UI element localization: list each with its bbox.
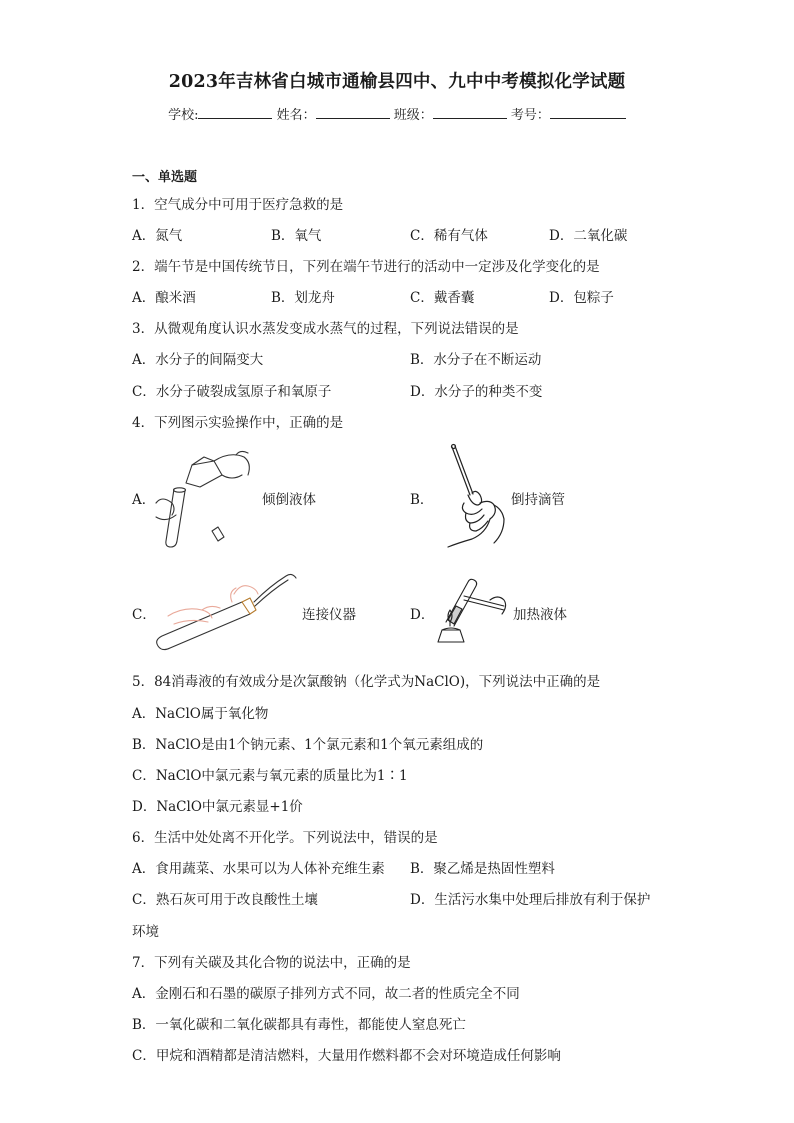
q5-option-c: C．NaClO中氯元素与氧元素的质量比为1∶1	[132, 768, 408, 784]
q4-stem: 4．下列图示实验操作中，正确的是	[132, 415, 344, 431]
q3-option-a: A．水分子的间隔变大	[132, 352, 264, 368]
q2-option-d: D．包粽子	[549, 290, 614, 306]
section-heading: 一、单选题	[132, 170, 198, 185]
class-blank[interactable]	[433, 106, 507, 119]
q5-option-a: A．NaClO属于氧化物	[132, 706, 269, 722]
school-blank[interactable]	[198, 106, 272, 119]
pour-liquid-figure	[152, 445, 257, 548]
q4-option-a-label: A．	[132, 492, 156, 508]
q2-option-a: A．酿米酒	[132, 290, 196, 306]
q1-option-b: B．氧气	[271, 228, 322, 244]
q1-option-a: A．氮气	[132, 228, 183, 244]
q4-option-b-label: B．	[410, 492, 434, 508]
q6-option-d: D．生活污水集中处理后排放有利于保护	[410, 892, 651, 908]
heating-liquid-figure	[428, 576, 510, 644]
q7-option-c: C．甲烷和酒精都是清洁燃料，大量用作燃料都不会对环境造成任何影响	[132, 1048, 561, 1064]
q6-option-c: C．熟石灰可用于改良酸性土壤	[132, 892, 318, 908]
q1-option-d: D．二氧化碳	[549, 228, 628, 244]
q2-option-c: C．戴香囊	[410, 290, 475, 306]
q2-option-b: B．划龙舟	[271, 290, 335, 306]
q1-stem: 1．空气成分中可用于医疗急救的是	[132, 197, 344, 213]
q4-option-d-caption: 加热液体	[513, 607, 567, 623]
q3-stem: 3．从微观角度认识水蒸发变成水蒸气的过程，下列说法错误的是	[132, 321, 519, 337]
dropper-figure	[424, 443, 506, 551]
q7-stem: 7．下列有关碳及其化合物的说法中，正确的是	[132, 955, 411, 971]
q4-option-a-caption: 倾倒液体	[262, 492, 316, 508]
exam-no-blank[interactable]	[550, 106, 626, 119]
exam-title: 2023年吉林省白城市通榆县四中、九中中考模拟化学试题	[168, 72, 626, 92]
connect-apparatus-figure	[150, 568, 298, 652]
q6-stem: 6．生活中处处离不开化学。下列说法中，错误的是	[132, 830, 438, 846]
q7-option-a: A．金刚石和石墨的碳原子排列方式不同，故二者的性质完全不同	[132, 986, 520, 1002]
q1-option-c: C．稀有气体	[410, 228, 488, 244]
q4-option-b-caption: 倒持滴管	[511, 492, 565, 508]
q3-option-d: D．水分子的种类不变	[410, 384, 543, 400]
exam-no-label: 考号：	[510, 108, 550, 123]
name-label: 姓名：	[276, 108, 316, 123]
q5-stem: 5．84消毒液的有效成分是次氯酸钠（化学式为NaClO)，下列说法中正确的是	[132, 674, 601, 690]
name-blank[interactable]	[316, 106, 390, 119]
q6-option-a: A．食用蔬菜、水果可以为人体补充维生素	[132, 861, 385, 877]
q6-option-d-continued: 环境	[132, 924, 159, 940]
q4-option-d-label: D．	[410, 607, 435, 623]
q4-option-c-caption: 连接仪器	[302, 607, 356, 623]
class-label: 班级：	[393, 108, 433, 123]
q4-option-c-label: C．	[132, 607, 156, 623]
q3-option-b: B．水分子在不断运动	[410, 352, 542, 368]
q5-option-d: D．NaClO中氯元素显+1价	[132, 799, 303, 815]
q7-option-b: B．一氧化碳和二氧化碳都具有毒性，都能使人窒息死亡	[132, 1017, 466, 1033]
school-label: 学校:	[168, 108, 199, 123]
q2-stem: 2．端午节是中国传统节日，下列在端午节进行的活动中一定涉及化学变化的是	[132, 259, 600, 275]
student-info-line	[0, 104, 794, 123]
q3-option-c: C．水分子破裂成氢原子和氧原子	[132, 384, 332, 400]
q5-option-b: B．NaClO是由1个钠元素、1个氯元素和1个氧元素组成的	[132, 737, 484, 753]
q6-option-b: B．聚乙烯是热固性塑料	[410, 861, 555, 877]
